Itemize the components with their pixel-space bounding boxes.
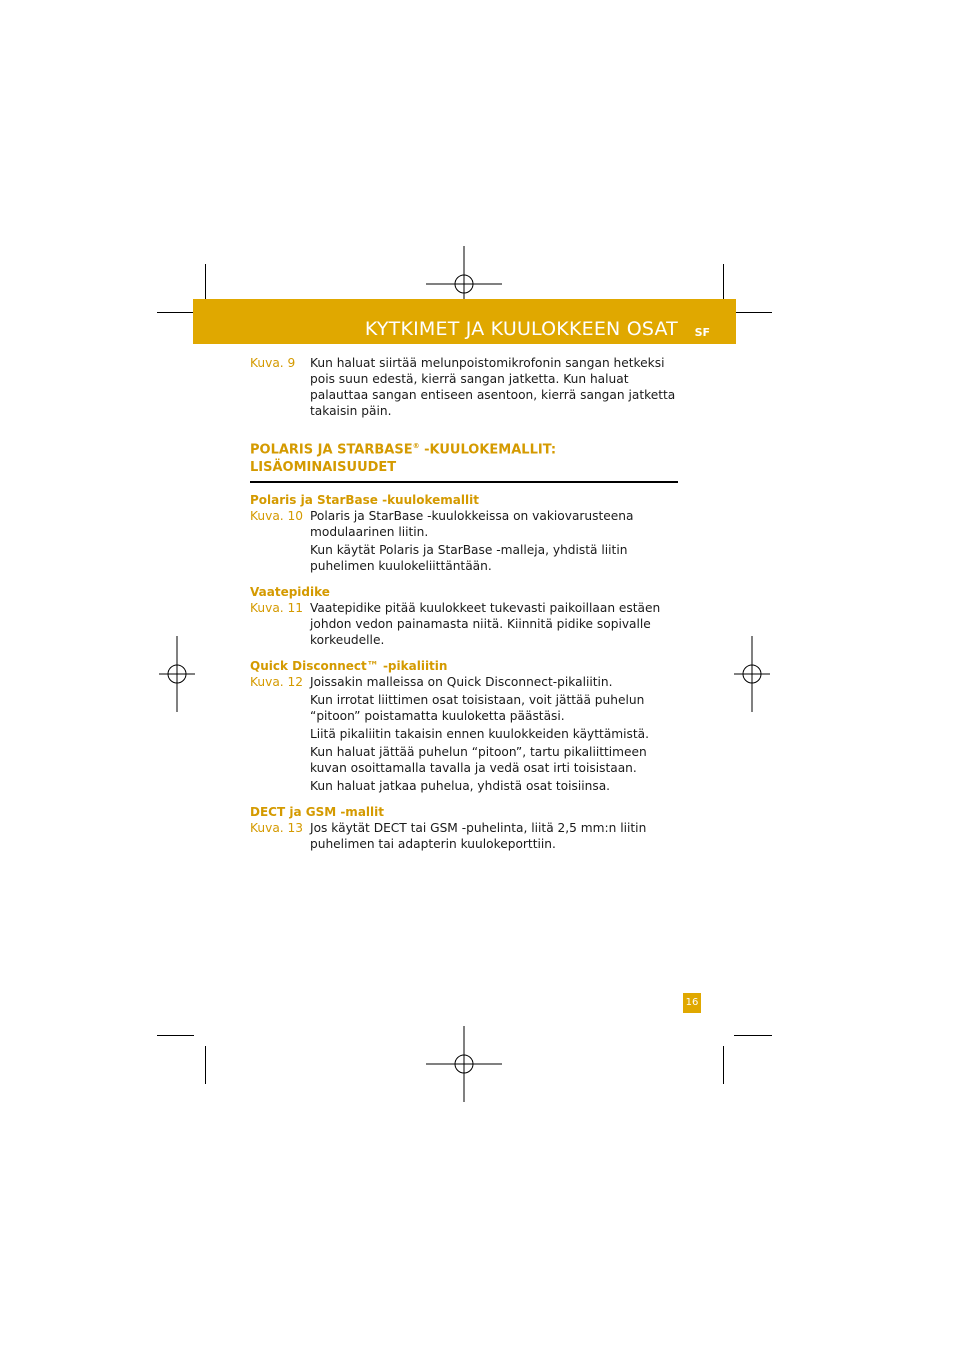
subsection-heading: Quick Disconnect™ -pikaliitin — [250, 659, 448, 674]
paragraph: Joissakin malleissa on Quick Disconnect-pikaliitin. — [310, 675, 613, 690]
figure-text — [310, 508, 680, 576]
crop-mark — [205, 1046, 206, 1084]
figure-row — [250, 508, 680, 576]
paragraph: Polaris ja StarBase -kuulokkeissa on vakiovarusteena modulaarinen liitin. — [310, 509, 634, 540]
crop-mark — [736, 312, 772, 313]
subsection-heading: DECT ja GSM -mallit — [250, 805, 384, 820]
paragraph: Kun haluat jatkaa puhelua, yhdistä osat toisiinsa. — [310, 779, 611, 794]
figure-row — [250, 600, 680, 650]
figure-text — [310, 600, 680, 650]
page-content — [250, 355, 680, 854]
paragraph: Vaatepidike pitää kuulokkeet tukevasti paikoillaan estäen johdon vedon painamasta niitä. Kiinnitä pidike sopivalle korkeudelle. — [310, 601, 661, 648]
crop-mark — [157, 1035, 194, 1036]
paragraph: Kun irrotat liittimen osat toisistaan, voit jättää puhelun “pitoon” poistamatta kuuloketta päästäsi. — [310, 693, 645, 724]
paragraph: Kun käytät Polaris ja StarBase -malleja, yhdistä liitin puhelimen kuulokeliittäntään. — [310, 543, 628, 574]
section-title — [250, 437, 680, 477]
figure-ref: Kuva. 13 — [250, 821, 304, 836]
paragraph: Liitä pikaliitin takaisin ennen kuulokkeiden käyttämistä. — [310, 727, 650, 742]
figure-ref: Kuva. 10 — [250, 509, 304, 524]
section-title-part: -KUULOKEMALLIT: — [419, 442, 557, 458]
registration-mark-icon — [714, 636, 790, 712]
registration-mark-icon — [139, 636, 215, 712]
paragraph: Kun haluat jättää puhelun “pitoon”, tartu pikaliittimeen kuvan osoittamalla tavalla ja vedä osat irti toisistaan. — [310, 745, 647, 776]
crop-mark — [157, 312, 193, 313]
figure-ref: Kuva. 12 — [250, 675, 304, 690]
figure-text — [310, 820, 680, 854]
section-title-part: LISÄOMINAISUUDET — [250, 460, 397, 476]
crop-mark — [734, 1035, 772, 1036]
subsection-heading: Vaatepidike — [250, 585, 330, 600]
page-header — [193, 299, 736, 344]
language-tag: SF — [694, 326, 710, 339]
page-number: 16 — [683, 993, 701, 1013]
subsection-heading: Polaris ja StarBase -kuulokemallit — [250, 493, 479, 508]
figure-text — [310, 355, 680, 421]
paragraph: Jos käytät DECT tai GSM -puhelinta, liitä 2,5 mm:n liitin puhelimen tai adapterin kuulokeporttiin. — [310, 821, 647, 852]
paragraph: Kun haluat siirtää melunpoistomikrofonin sangan hetkeksi pois suun edestä, kierrä sangan jatketta. Kun haluat palauttaa sangan entiseen asentoon, kierrä sangan jatketta takaisin päin. — [310, 356, 676, 418]
section-title-part: POLARIS JA STARBASE — [250, 442, 413, 458]
figure-ref: Kuva. 9 — [250, 356, 296, 370]
registration-mark-icon — [426, 1026, 502, 1102]
crop-mark — [723, 264, 724, 300]
crop-mark — [205, 264, 206, 300]
page-title: KYTKIMET JA KUULOKKEEN OSAT — [364, 318, 678, 340]
crop-mark — [723, 1046, 724, 1084]
section-divider — [250, 481, 678, 483]
registered-mark: ® — [412, 442, 420, 450]
figure-row — [250, 355, 680, 421]
figure-ref: Kuva. 11 — [250, 601, 304, 616]
figure-row — [250, 820, 680, 854]
figure-row — [250, 674, 680, 796]
figure-text — [310, 674, 680, 796]
